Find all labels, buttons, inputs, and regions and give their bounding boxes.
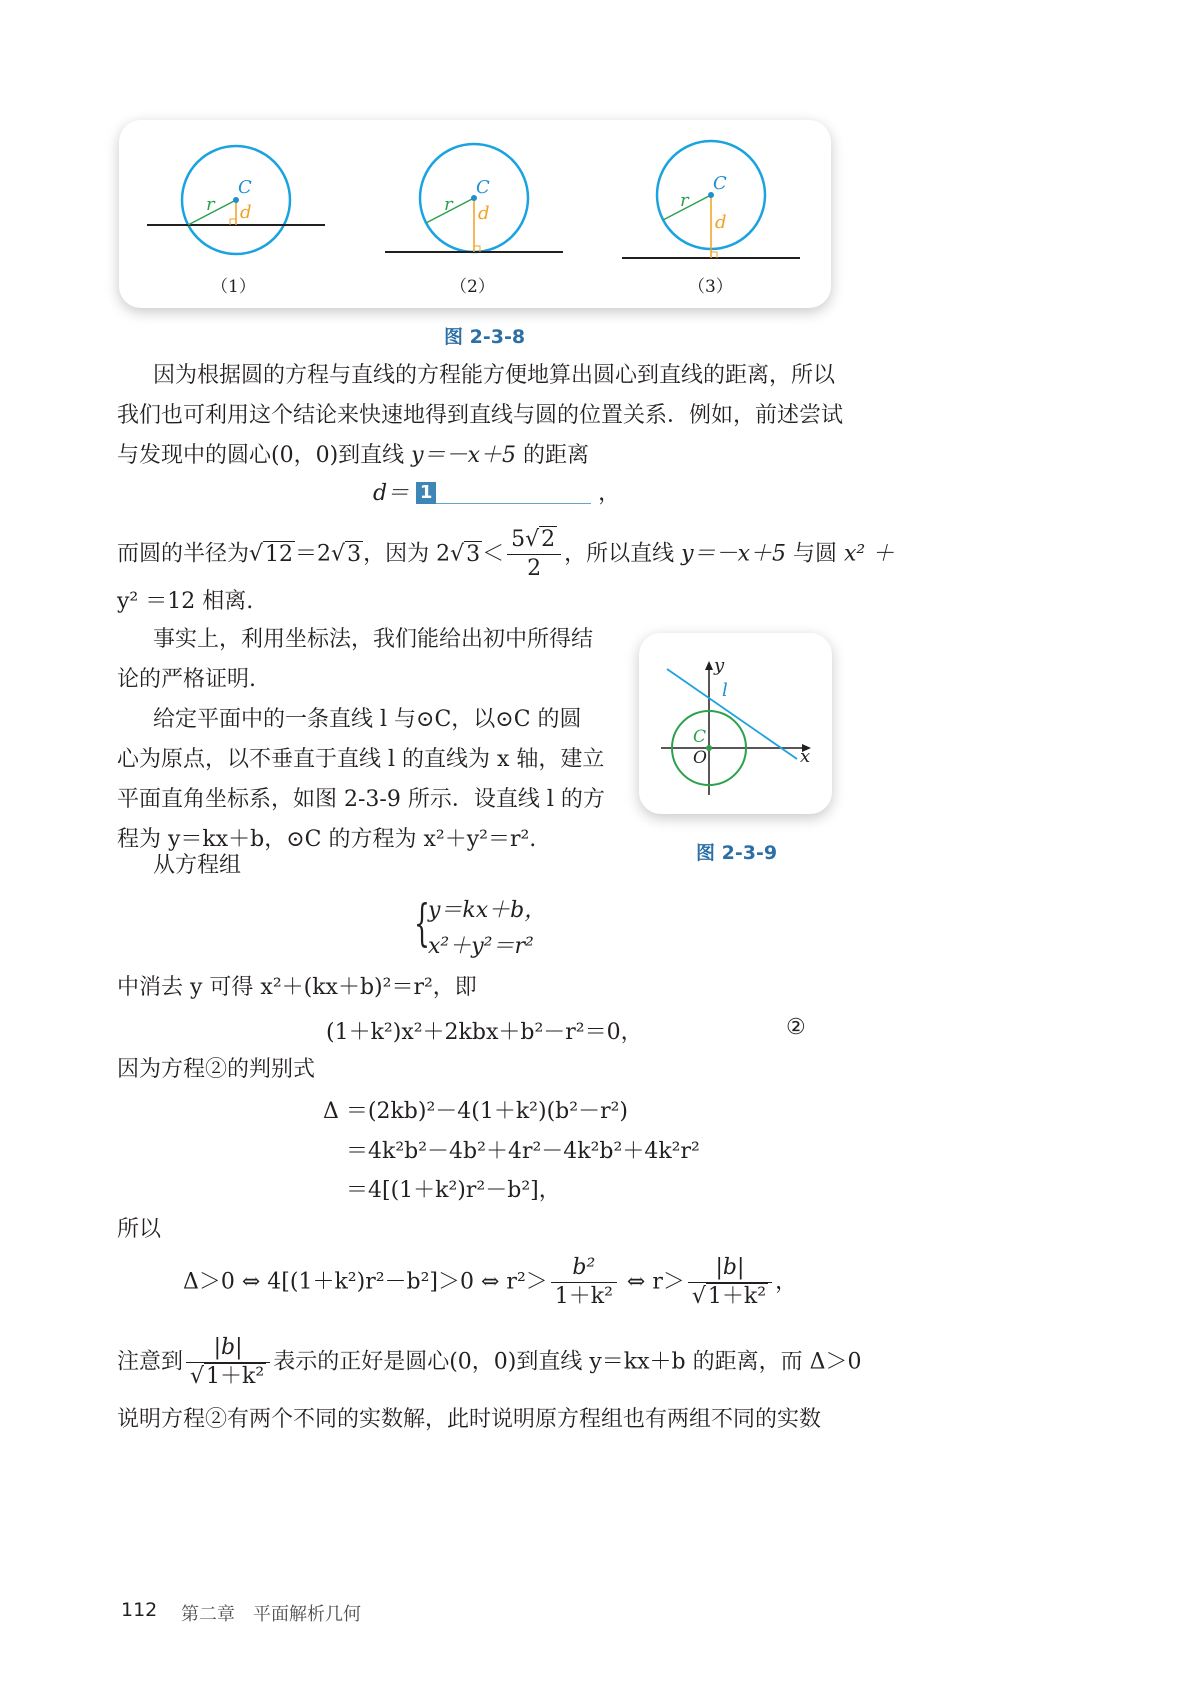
subfig2-center-label: C <box>476 177 490 198</box>
chapter-title: 第二章 平面解析几何 <box>181 1604 361 1625</box>
iff-end: ， <box>775 1269 798 1295</box>
para2-lt: ＜ <box>482 541 505 567</box>
system-brace: { <box>414 894 430 952</box>
para4-line3: 平面直角坐标系，如图 2-3-9 所示．设直线 l 的方 <box>117 787 605 812</box>
para4-line4: 程为 y＝kx＋b，⊙C 的方程为 x²＋y²＝r². <box>117 827 537 852</box>
blank-answer-line[interactable] <box>436 483 591 504</box>
subfig3-radius-label: r <box>680 190 689 211</box>
iff-chain <box>183 1254 797 1311</box>
para2-d: ，所以直线 <box>564 541 682 567</box>
discriminant-line1: Δ ＝(2kb)²－4(1＋k²)(b²－r²) <box>323 1099 628 1124</box>
page-number: 112 <box>121 1599 158 1621</box>
para6: 中消去 y 可得 x²＋(kx＋b)²＝r²，即 <box>117 975 477 1000</box>
discriminant-line3: ＝4[(1＋k²)r²－b²]， <box>346 1178 561 1203</box>
equation-2: (1＋k²)x²＋2kbx＋b²－r²＝0， <box>326 1020 643 1045</box>
para2-circle: x² ＋ <box>844 541 895 567</box>
subfig1-radius-label: r <box>206 194 215 215</box>
sqrt-3: 3 <box>347 541 362 567</box>
fig239-line-label: l <box>722 680 728 701</box>
subfig1-dist-label: d <box>240 202 252 223</box>
fig239-x-label: x <box>800 746 811 767</box>
frac-den-2: 2 <box>527 556 542 581</box>
fig239-center-label: C <box>693 727 707 747</box>
iff-a: Δ＞0 ⇔ 4[(1＋k²)r²－b²]＞0 ⇔ r²＞ <box>183 1269 548 1295</box>
subfig2-radius-label: r <box>444 194 453 215</box>
para2-line1: 而圆的半径为√12＝2√3，因为 2√3＜ $\frac{5√2}{2}$ ，所以直线 y＝－x＋5 与圆 x² ＋ <box>117 527 895 581</box>
distance-d: d＝ <box>373 481 410 506</box>
blank-number-badge: 1 <box>416 482 436 504</box>
subfig1-center-label: C <box>238 177 252 198</box>
p9-f-den: 1＋k² <box>206 1364 265 1389</box>
discriminant-line2: ＝4k²b²－4b²＋4r²－4k²b²＋4k²r² <box>346 1139 700 1164</box>
para3-line1: 事实上，利用坐标法，我们能给出初中所得结 <box>153 627 594 652</box>
iff-f2-num: |b| <box>688 1254 772 1283</box>
fraction-absb-over-sqrt: $\frac{|b|}{\text{√1＋k²}}$ <box>688 1254 772 1311</box>
para1-line3-a: 与发现中的圆心(0，0)到直线 <box>117 443 412 468</box>
fraction-b2-over-1k2 <box>551 1254 617 1311</box>
distance-end: ， <box>598 481 621 506</box>
subfigure-3 <box>622 141 800 258</box>
sqrt-12: 12 <box>265 541 294 567</box>
subfig2-label: （2） <box>450 277 495 297</box>
para8: 所以 <box>117 1217 162 1242</box>
equation-2-tag: ② <box>786 1015 806 1040</box>
para2-line-eq: y＝－x＋5 <box>681 541 786 567</box>
system-eq2: x²＋y²＝r² <box>428 934 534 959</box>
figure-2-3-8-caption: 图 2-3-8 <box>444 326 526 348</box>
subfigure-2 <box>385 144 563 252</box>
para4-line1: 给定平面中的一条直线 l 与⊙C，以⊙C 的圆 <box>153 707 582 732</box>
para5: 从方程组 <box>153 853 242 878</box>
para9-b: 表示的正好是圆心(0，0)到直线 y＝kx＋b 的距离，而 Δ＞0 <box>273 1349 862 1375</box>
subfig3-dist-label: d <box>715 212 727 233</box>
para1-line-eq: y＝－x＋5 <box>411 443 516 468</box>
iff-b: ⇔ r＞ <box>619 1269 685 1295</box>
figure-2-3-9 <box>639 633 832 814</box>
subfigure-1 <box>147 146 325 254</box>
iff-f1-den: 1＋k² <box>554 1284 613 1309</box>
distance-equation <box>373 476 620 507</box>
para4-line2: 心为原点，以不垂直于直线 l 的直线为 x 轴，建立 <box>117 747 605 772</box>
para1-line1: 因为根据圆的方程与直线的方程能方便地算出圆心到直线的距离，所以 <box>153 363 836 388</box>
sqrt-3b: 3 <box>466 541 481 567</box>
frac-num-sqrt2: 2 <box>541 527 556 552</box>
para1-line3-c: 的距离 <box>516 443 589 468</box>
fig239-y-label: y <box>714 655 725 676</box>
para2-line2: y² ＝12 相离. <box>117 589 254 614</box>
subfig3-center-label: C <box>713 173 727 194</box>
system-eq1: y＝kx＋b， <box>428 898 547 923</box>
para2-c: ，因为 2 <box>363 541 451 567</box>
para2-e: 与圆 <box>786 541 844 567</box>
para10: 说明方程②有两个不同的实数解，此时说明原方程组也有两组不同的实数 <box>117 1407 822 1432</box>
fig239-origin-label: O <box>693 748 707 768</box>
para9-a: 注意到 <box>117 1349 184 1375</box>
p9-f-num: |b| <box>186 1334 270 1363</box>
para3-line2: 论的严格证明. <box>117 667 256 692</box>
subfig3-label: （3） <box>688 277 733 297</box>
para2-a: 而圆的半径为 <box>117 541 250 567</box>
para2-b: ＝2 <box>295 541 332 567</box>
frac-num-5: 5 <box>511 527 526 552</box>
fraction-5root2-over-2: $\frac{5√2}{2}$ <box>507 526 561 583</box>
para1-line3 <box>117 436 589 476</box>
para9 <box>117 1334 861 1391</box>
iff-f1-num: b² <box>551 1254 617 1283</box>
subfig2-dist-label: d <box>478 203 490 224</box>
para7: 因为方程②的判别式 <box>117 1057 316 1082</box>
iff-f2-den: 1＋k² <box>707 1284 767 1309</box>
subfig1-label: （1） <box>211 277 256 297</box>
figure-2-3-9-caption: 图 2-3-9 <box>696 842 778 864</box>
fraction-distance: $\frac{|b|}{\text{√1＋k²}}$ <box>186 1334 270 1391</box>
para1-line2: 我们也可利用这个结论来快速地得到直线与圆的位置关系．例如，前述尝试 <box>117 403 844 428</box>
